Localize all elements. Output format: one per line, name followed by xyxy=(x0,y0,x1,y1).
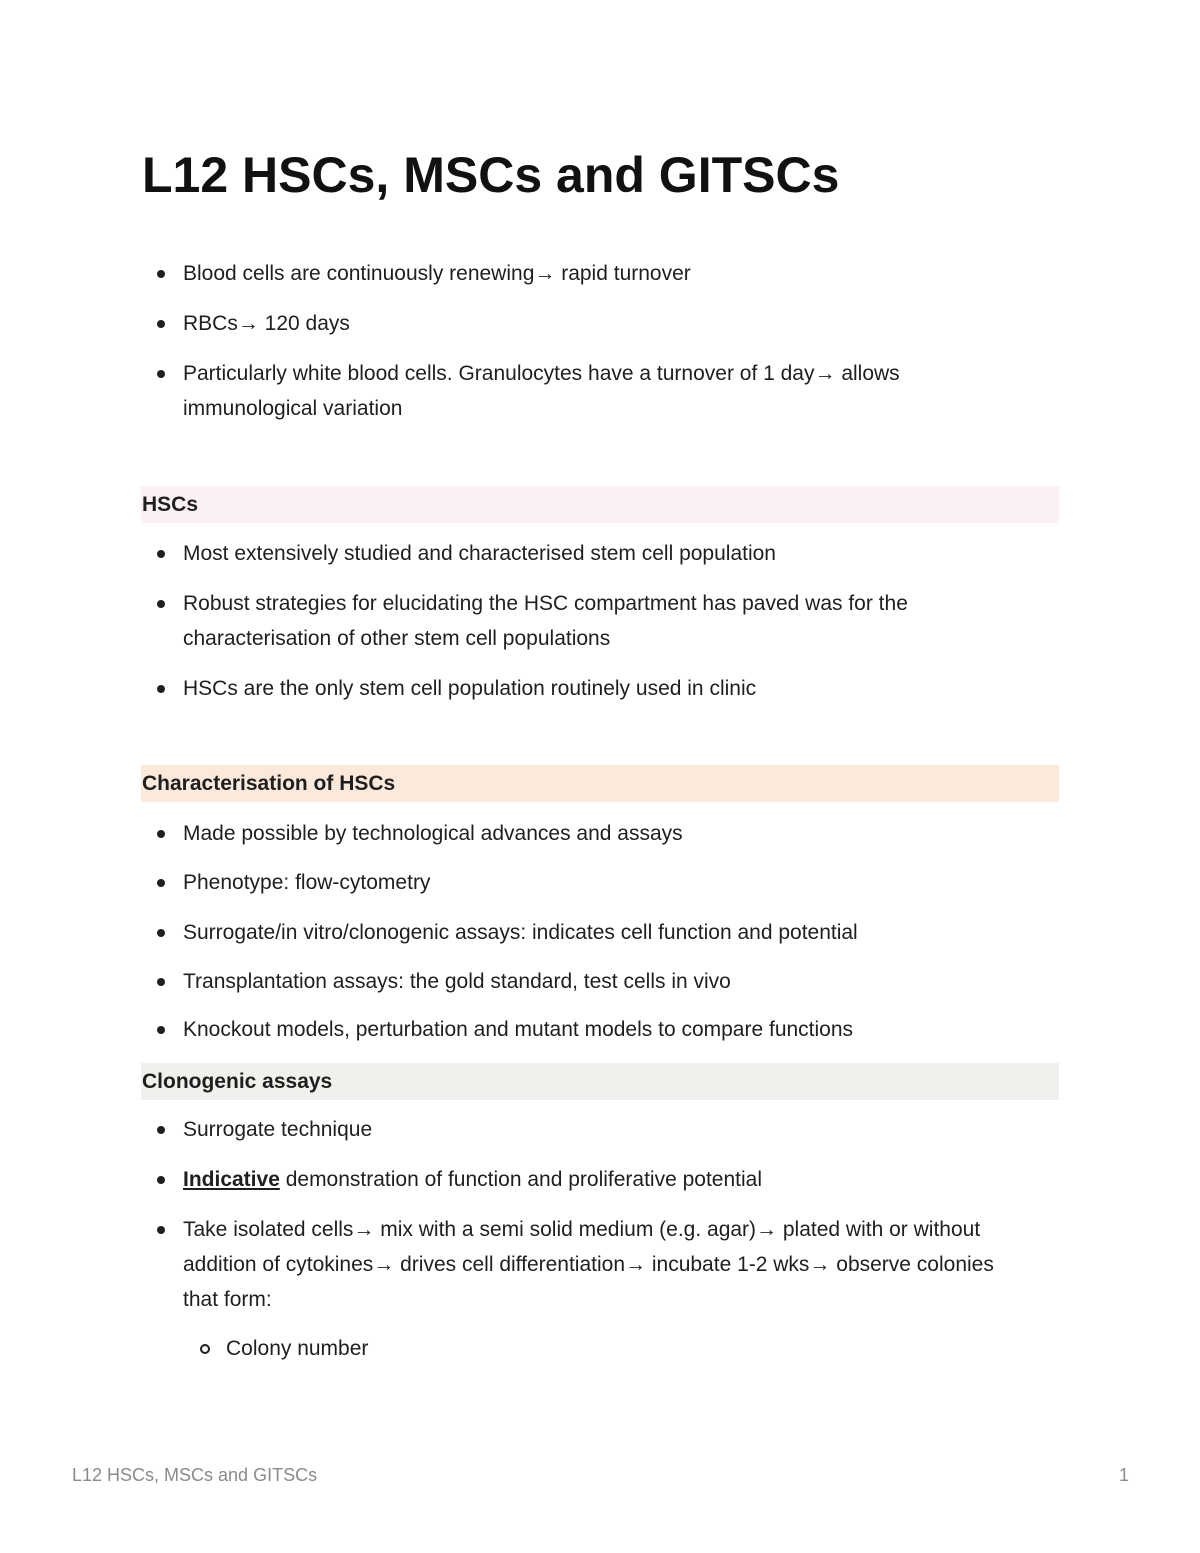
list-item xyxy=(142,1162,1022,1197)
sub-list-item: Colony number xyxy=(142,1331,1022,1366)
emphasis-text: Indicative xyxy=(183,1168,280,1191)
list-item: Particularly white blood cells. Granulocytes have a turnover of 1 day→ allows immunological variation xyxy=(142,356,1022,426)
list-item: Made possible by technological advances and assays xyxy=(142,816,1022,851)
intro-list xyxy=(142,256,1022,426)
footer-page-number: 1 xyxy=(1118,1465,1129,1485)
page-title: L12 HSCs, MSCs and GITSCs xyxy=(142,147,840,203)
footer-document-title: L12 HSCs, MSCs and GITSCs xyxy=(72,1465,318,1485)
list-item: Blood cells are continuously renewing→ rapid turnover xyxy=(142,256,1022,291)
section-heading-characterisation: Characterisation of HSCs xyxy=(141,765,1059,802)
list-item-text: demonstration of function and proliferative potential xyxy=(279,1168,763,1191)
list-item: Surrogate/in vitro/clonogenic assays: indicates cell function and potential xyxy=(142,915,1022,950)
list-item: Surrogate technique xyxy=(142,1112,1022,1147)
section-heading-clonogenic: Clonogenic assays xyxy=(141,1063,1059,1100)
list-item: Take isolated cells→ mix with a semi solid medium (e.g. agar)→ plated with or without addition of cytokines→ drives cell differentiation→ incubate 1-2 wks→ observe colonies that form: xyxy=(142,1212,1022,1317)
list-item: RBCs→ 120 days xyxy=(142,306,1022,341)
list-item: Phenotype: flow-cytometry xyxy=(142,865,1022,900)
list-item: Transplantation assays: the gold standard, test cells in vivo xyxy=(142,964,1022,999)
list-item: Most extensively studied and characterised stem cell population xyxy=(142,536,1022,571)
list-item: Robust strategies for elucidating the HSC compartment has paved was for the characterisation of other stem cell populations xyxy=(142,586,1022,656)
hscs-list xyxy=(142,536,1022,706)
list-item: Knockout models, perturbation and mutant models to compare functions xyxy=(142,1012,1022,1047)
clonogenic-list xyxy=(142,1112,1022,1366)
list-item: HSCs are the only stem cell population routinely used in clinic xyxy=(142,671,1022,706)
section-heading-hscs: HSCs xyxy=(141,486,1059,523)
characterisation-list xyxy=(142,816,1022,1047)
